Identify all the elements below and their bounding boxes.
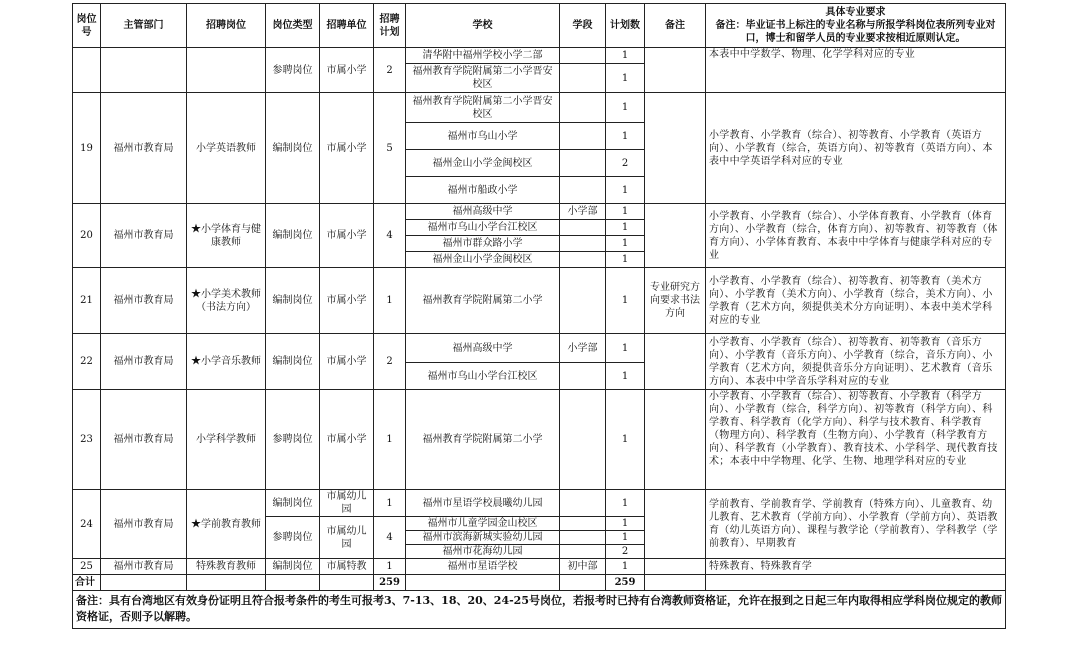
cell-type: 编制岗位: [266, 204, 320, 268]
cell-department: 福州市教育局: [101, 334, 187, 390]
requirements-note: 备注：毕业证书上标注的专业名称与所报学科岗位表所列专业对口，博士和留学人员的专业要求按相近原则认定。: [715, 20, 996, 44]
header-unit: 招聘单位: [320, 4, 374, 48]
table-row: [73, 204, 1006, 220]
cell-unit: 市属小学: [320, 390, 374, 490]
cell-count: 1: [606, 48, 645, 64]
table-row: [73, 48, 1006, 64]
cell-unit: 市属小学: [320, 268, 374, 334]
header-post-no: 岗位号: [73, 4, 101, 48]
cell-count: 2: [606, 150, 645, 177]
cell-count: 1: [606, 363, 645, 390]
cell-school: 福州市乌山小学台江校区: [406, 220, 560, 236]
cell-requirements: 特殊教育、特殊教育学: [706, 559, 1006, 575]
cell-plan: 1: [374, 268, 406, 334]
cell-school: 福州市儿童学园金山校区: [406, 517, 560, 531]
total-label: 合计: [73, 575, 101, 591]
header-department: 主管部门: [101, 4, 187, 48]
cell-type: 参聘岗位: [266, 517, 320, 559]
cell-position: ★小学美术教师（书法方向）: [187, 268, 266, 334]
header-plan-count: 计划数: [606, 4, 645, 48]
cell-school: 福州高级中学: [406, 334, 560, 363]
cell-plan: 5: [374, 93, 406, 204]
cell-count: 2: [606, 545, 645, 559]
cell-count: 1: [606, 177, 645, 204]
cell-count: 1: [606, 268, 645, 334]
cell-unit: 市属小学: [320, 204, 374, 268]
cell-plan: 1: [374, 490, 406, 517]
cell-unit: 市属小学: [320, 334, 374, 390]
cell-post-no: 24: [73, 490, 101, 559]
cell-count: 1: [606, 123, 645, 150]
cell-department: 福州市教育局: [101, 490, 187, 559]
cell-school: 福州高级中学: [406, 204, 560, 220]
cell-requirements: 本表中中学数学、物理、化学学科对应的专业: [706, 48, 1006, 93]
cell-requirements: 小学教育、小学教育（综合）、初等教育、初等教育（美术方向）、小学教育（美术方向）、小学教育（综合，美术方向）、小学教育（艺术方向，须提供美术分方向证明）、本表中美术学科对应的专业: [706, 268, 1006, 334]
cell-count: 1: [606, 559, 645, 575]
cell-position: 特殊教育教师: [187, 559, 266, 575]
cell-position: 小学科学教师: [187, 390, 266, 490]
cell-post-no: 23: [73, 390, 101, 490]
recruitment-table: [72, 3, 1006, 629]
cell-school: 福州市乌山小学台江校区: [406, 363, 560, 390]
cell-count: 1: [606, 252, 645, 268]
header-plan: 招聘计划: [374, 4, 406, 48]
table-row: [73, 93, 1006, 123]
cell-school: 福州金山小学金闽校区: [406, 150, 560, 177]
cell-school: 福州市星语学校晨曦幼儿园: [406, 490, 560, 517]
cell-unit: 市属特教: [320, 559, 374, 575]
cell-remark: 专业研究方向要求书法方向: [645, 268, 706, 334]
cell-type: 编制岗位: [266, 93, 320, 204]
table-row: [73, 559, 1006, 575]
cell-school: 福州市花海幼儿园: [406, 545, 560, 559]
cell-type: 编制岗位: [266, 268, 320, 334]
cell-school: 福州市群众路小学: [406, 236, 560, 252]
header-row: [73, 4, 1006, 48]
cell-unit: 市属幼儿园: [320, 490, 374, 517]
footnote-row: [73, 591, 1006, 629]
cell-count: 1: [606, 236, 645, 252]
cell-requirements: 小学教育、小学教育（综合）、小学体育教育、小学教育（体育方向）、小学教育（综合，体育方向）、初等教育、初等教育（体育方向）、小学体育教育、本表中中学体育与健康学科对应的专业: [706, 204, 1006, 268]
cell-stage: 小学部: [560, 204, 606, 220]
cell-type: 编制岗位: [266, 334, 320, 390]
cell-department: 福州市教育局: [101, 204, 187, 268]
header-post-type: 岗位类型: [266, 4, 320, 48]
cell-post-no: 22: [73, 334, 101, 390]
cell-count: 1: [606, 204, 645, 220]
cell-requirements: 学前教育、学前教育学、学前教育（特殊方向）、儿童教育、幼儿教育、艺术教育（学前方向）、小学教育（学前方向）、英语教育（幼儿英语方向）、课程与教学论（学前教育）、学科教学（学前教育）、早期教育: [706, 490, 1006, 559]
cell-unit: 市属小学: [320, 93, 374, 204]
table-row: [73, 334, 1006, 363]
cell-count: 1: [606, 64, 645, 93]
cell-count: 1: [606, 220, 645, 236]
cell-requirements: 小学教育、小学教育（综合）、初等教育、初等教育（音乐方向）、小学教育（音乐方向）、小学教育（综合，音乐方向）、小学教育（艺术方向，须提供音乐分方向证明）、艺术教育（音乐方向）、本表中中学音乐学科对应的专业: [706, 334, 1006, 390]
cell-department: 福州市教育局: [101, 268, 187, 334]
cell-type: 参聘岗位: [266, 390, 320, 490]
cell-position: ★学前教育教师: [187, 490, 266, 559]
cell-school: 清华附中福州学校小学二部: [406, 48, 560, 64]
footnote: 备注：具有台湾地区有效身份证明且符合报考条件的考生可报考3、7-13、18、20、24-25号岗位，若报考时已持有台湾教师资格证，允许在报到之日起三年内取得相应学科岗位规定的教师资格证，否则予以解聘。: [73, 591, 1006, 629]
cell-type: 参聘岗位: [266, 48, 320, 93]
cell-school: 福州教育学院附属第二小学: [406, 268, 560, 334]
cell-school: 福州教育学院附属第二小学: [406, 390, 560, 490]
header-position: 招聘岗位: [187, 4, 266, 48]
cell-department: 福州市教育局: [101, 93, 187, 204]
cell-type: 编制岗位: [266, 559, 320, 575]
table-row: [73, 390, 1006, 490]
cell-requirements: 小学教育、小学教育（综合）、初等教育、小学教育（科学方向）、小学教育（综合，科学方向）、初等教育（科学方向）、科学教育、科学教育（化学方向）、科学与技术教育、科学教育（物理方向）、科学教育（生物方向）、小学教育（科学教育方向）、科学教育（小学教育）、教育技术、小学科学、现代教育技术；本表中中学物理、化学、生物、地理学科对应的专业: [706, 390, 1006, 490]
cell-school: 福州市船政小学: [406, 177, 560, 204]
cell-position: ★小学体育与健康教师: [187, 204, 266, 268]
header-remark: 备注: [645, 4, 706, 48]
total-row: [73, 575, 1006, 591]
cell-school: 福州金山小学金闽校区: [406, 252, 560, 268]
header-stage: 学段: [560, 4, 606, 48]
table-row: [73, 268, 1006, 334]
cell-post-no: 25: [73, 559, 101, 575]
cell-position: 小学英语教师: [187, 93, 266, 204]
cell-department: 福州市教育局: [101, 559, 187, 575]
cell-requirements: 小学教育、小学教育（综合）、初等教育、小学教育（英语方向）、小学教育（综合，英语方向）、初等教育（英语方向）、本表中中学英语学科对应的专业: [706, 93, 1006, 204]
table-row: [73, 490, 1006, 517]
cell-school: 福州市乌山小学: [406, 123, 560, 150]
cell-post-no: 21: [73, 268, 101, 334]
total-count: 259: [606, 575, 645, 591]
cell-count: 1: [606, 93, 645, 123]
cell-plan: 4: [374, 517, 406, 559]
cell-count: 1: [606, 334, 645, 363]
header-requirements: [706, 4, 1006, 48]
cell-position: ★小学音乐教师: [187, 334, 266, 390]
cell-type: 编制岗位: [266, 490, 320, 517]
cell-post-no: 20: [73, 204, 101, 268]
cell-stage: 小学部: [560, 334, 606, 363]
cell-unit: 市属幼儿园: [320, 517, 374, 559]
cell-plan: 2: [374, 48, 406, 93]
cell-count: 1: [606, 517, 645, 531]
cell-unit: 市属小学: [320, 48, 374, 93]
total-plan: 259: [374, 575, 406, 591]
cell-post-no: 19: [73, 93, 101, 204]
cell-stage: 初中部: [560, 559, 606, 575]
cell-school: 福州教育学院附属第二小学晋安校区: [406, 64, 560, 93]
cell-plan: 4: [374, 204, 406, 268]
cell-plan: 2: [374, 334, 406, 390]
header-school: 学校: [406, 4, 560, 48]
cell-school: 福州市星语学校: [406, 559, 560, 575]
requirements-title: 具体专业要求: [825, 7, 886, 18]
cell-count: 1: [606, 390, 645, 490]
cell-plan: 1: [374, 390, 406, 490]
cell-school: 福州教育学院附属第二小学晋安校区: [406, 93, 560, 123]
cell-school: 福州市滨海新城实验幼儿园: [406, 531, 560, 545]
cell-count: 1: [606, 490, 645, 517]
cell-count: 1: [606, 531, 645, 545]
cell-department: 福州市教育局: [101, 390, 187, 490]
cell-plan: 1: [374, 559, 406, 575]
